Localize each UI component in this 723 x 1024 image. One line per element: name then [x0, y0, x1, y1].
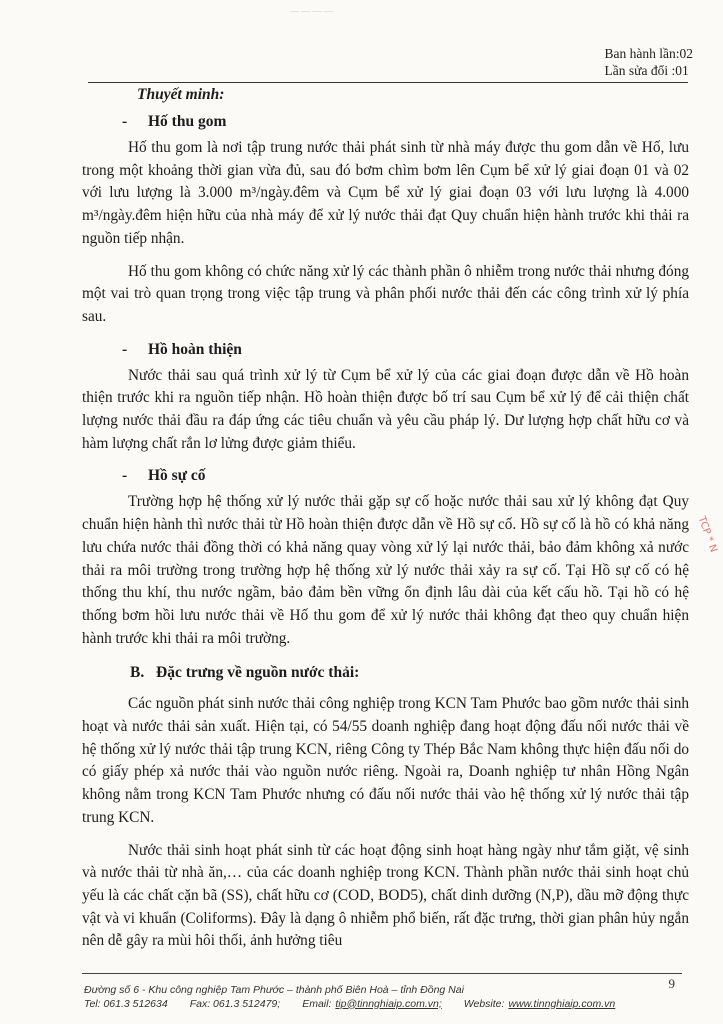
footer-address: Đường số 6 - Khu công nghiệp Tam Phước – thành phố Biên Hoà – tỉnh Đồng Nai [84, 984, 464, 996]
document-body [82, 84, 689, 963]
footer-tel: Tel: 061.3 512634 [84, 997, 168, 1010]
explain-title: Thuyết minh: [137, 86, 225, 103]
heading-collection-pit [122, 111, 689, 132]
bullet-dash: - [122, 113, 128, 130]
heading-text: Hồ sự cố [148, 467, 206, 485]
heading-finishing-pond [122, 339, 689, 360]
paragraph-finishing-1: Nước thải sau quá trình xử lý từ Cụm bể xử lý của các giai đoạn được dẫn về Hồ hoàn thiện trước khi ra nguồn tiếp nhận. Hồ hoàn thiện được bố trí sau Cụm bể xử lý để cải thiện chất lượng nước thải đầu ra đáp ứng các tiêu chuẩn và yêu cầu pháp lý. Dư lượng hợp chất hữu cơ và hàm lượng chất rắn lơ lửng được giảm thiểu. [82, 366, 689, 452]
bullet-dash: - [122, 467, 128, 485]
paragraph-source-1: Các nguồn phát sinh nước thải công nghiệp trong KCN Tam Phước bao gồm nước thải sinh hoạt và nước thải sản xuất. Hiện tại, có 54/55 doanh nghiệp đang hoạt động đấu nối nước thải về hệ thống xử lý nước thải tập trung KCN, riêng Công ty Thép Bắc Nam không thực hiện đấu nối do có giấy phép xả nước thải vào nguồn nước riêng. Ngoài ra, Doanh nghiệp tư nhân Hồng Ngân không nằm trong KCN Tam Phước nhưng có đấu nối nước thải vào hệ thống xử lý nước thải tập trung KCN. [82, 695, 689, 826]
bullet-dash: - [122, 340, 128, 358]
stamp-text: TCP * N [695, 515, 719, 554]
website-link[interactable]: www.tinnghiaip.com.vn [508, 997, 616, 1010]
footer-email [302, 998, 442, 1010]
footer-contact [84, 998, 637, 1012]
website-label: Website: [463, 997, 505, 1010]
paragraph-collection-1: Hố thu gom là nơi tập trung nước thải phát sinh từ nhà máy được thu gom dẫn về Hố, lưu trong một khoảng thời gian vừa đủ, sau đó bơm chìm bơm lên Cụm bể xử lý giai đoạn 01 và 02 với lưu lượng là 3.000 m³/ngày.đêm và Cụm bể xử lý giai đoạn 03 với lưu lượng là 4.000 m³/ngày.đêm hiện hữu của nhà máy để xử lý nước thải đạt Quy chuẩn hiện hành trước khi thải ra nguồn tiếp nhận. [82, 139, 689, 247]
page-number: 9 [668, 976, 675, 991]
revision-info [605, 45, 693, 79]
footer-website [464, 998, 615, 1010]
faint-header-text: — — — — [290, 6, 333, 16]
paragraph-incident-1: Trường hợp hệ thống xử lý nước thải gặp sự cố hoặc nước thải sau xử lý không đạt Quy chuẩn hiện hành thì nước thải từ Hồ hoàn thiện được dẫn về Hồ sự cố. Hồ sự cố là hồ có khả năng lưu chứa nước thải đồng thời có khả năng quay vòng xử lý lại nước thải, bảo đảm không xả nước thải ra môi trường trong trường hợp hệ thống xử lý nước thải xảy ra sự cố. Tại Hồ sự cố có hệ thống thu khí, thu nước ngầm, bảo đảm bền vững ổn định lâu dài của kết cấu hồ. Tại hồ có hệ thống bơm hồi lưu nước thải về Hố thu gom để xử lý nước thải không đạt theo quy chuẩn hiện hành trước khi thải ra môi trường. [82, 493, 689, 647]
email-link[interactable]: tip@tinnghiaip.com.vn; [335, 997, 442, 1010]
heading-incident-pond [122, 465, 689, 486]
paragraph-source-2: Nước thải sinh hoạt phát sinh từ các hoạt động sinh hoạt hàng ngày như tắm giặt, vệ sinh và nước thải từ nhà ăn,… của các doanh nghiệp trong KCN. Thành phần nước thải sinh hoạt chủ yếu là các chất cặn bã (SS), chất hữu cơ (COD, BOD5), chất dinh dưỡng (N,P), dầu mỡ động thực vật và vi khuẩn (Coliforms). Đây là dạng ô nhiễm phổ biến, rất đặc trưng, thời gian phân hủy ngắn nên dễ gây ra mùi hôi thối, ảnh hưởng tiêu [82, 841, 689, 950]
footer-rule [82, 973, 682, 974]
footer [84, 984, 637, 1011]
footer-fax: Fax: 061.3 512479; [189, 997, 281, 1010]
revision-edit: Lần sửa đổi :01 [604, 63, 689, 78]
paragraph-collection-2: Hố thu gom không có chức năng xử lý các thành phần ô nhiễm trong nước thải nhưng đóng một vai trò quan trọng trong việc tập trung và phân phối nước thải đến các công trình xử lý phía sau. [82, 262, 689, 325]
revision-issue: Ban hành lần:02 [604, 46, 693, 61]
stamp-fragment [692, 515, 723, 605]
heading-text: Hồ hoàn thiện [148, 340, 242, 358]
heading-text: Đặc trưng về nguồn nước thải: [156, 664, 360, 682]
email-label: Email: [302, 997, 332, 1010]
heading-section-b [130, 662, 689, 683]
header-rule [88, 82, 688, 83]
section-letter: B. [130, 664, 145, 682]
heading-text: Hố thu gom [148, 113, 227, 130]
